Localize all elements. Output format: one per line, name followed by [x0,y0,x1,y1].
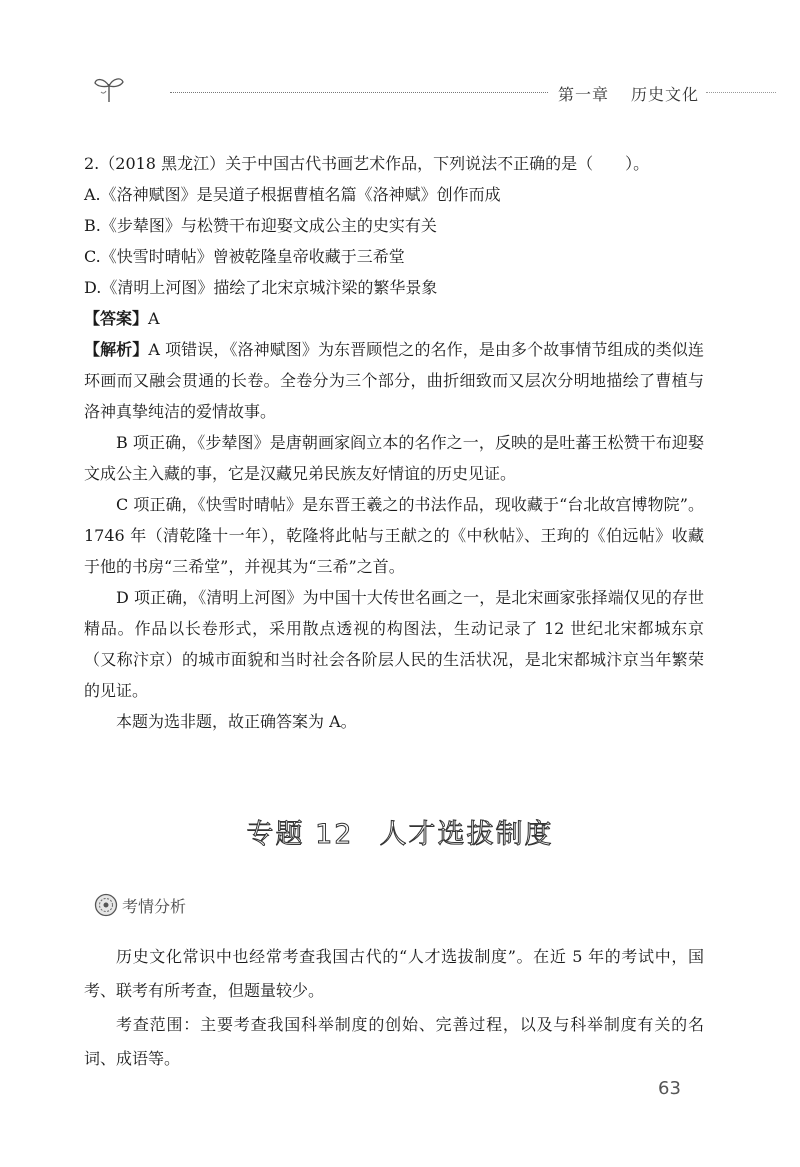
page-number: 63 [658,1078,681,1099]
option-b: B.《步辇图》与松赞干布迎娶文成公主的史实有关 [84,216,437,235]
analysis-heading [94,892,186,918]
intro-block [84,940,704,1076]
section-title [0,812,800,851]
option-a: A.《洛神赋图》是吴道子根据曹植名篇《洛神赋》创作而成 [84,185,501,204]
analysis-label: 考情分析 [122,896,187,916]
chapter-number: 第一章 [558,85,610,104]
analysis-badge-icon [94,893,118,917]
analysis-paragraph-d: D 项正确，《清明上河图》为中国十大传世名画之一，是北宋画家张择端仅见的存世精品。作品以长卷形式，采用散点透视的构图法，生动记录了 12 世纪北宋都城东京（又称汴京）的城市面貌和当时社会各阶层人民的生活状况，是北宋都城汴京当年繁荣的见证。 [84,588,704,700]
intro-scope-paragraph: 考查范围：主要考查我国科举制度的创始、完善过程，以及与科举制度有关的名词、成语等。 [84,1015,704,1068]
question-stem: 2.（2018 黑龙江）关于中国古代书画艺术作品，下列说法不正确的是（ ）。 [84,154,650,173]
page-header [0,70,800,110]
answer-line [84,303,704,334]
section-name: 人才选拔制度 [379,819,554,850]
analysis-first-text: A 项错误，《洛神赋图》为东晋顾恺之的名作，是由多个故事情节组成的类似连环画而又融会贯通的长卷。全卷分为三个部分，曲折细致而又层次分明地描绘了曹植与洛神真挚纯洁的爱情故事。 [84,340,704,421]
sprout-icon [92,74,126,104]
option-c: C.《快雪时晴帖》曾被乾隆皇帝收藏于三希堂 [84,247,405,266]
header-rule-right [706,92,776,93]
section-number: 专题 12 [246,819,354,850]
analysis-paragraph [84,334,704,427]
analysis-label: 【解析】 [84,340,149,359]
intro-paragraph: 历史文化常识中也经常考查我国古代的“人才选拔制度”。在近 5 年的考试中，国考、联考有所考查，但题量较少。 [84,947,704,1000]
chapter-title: 历史文化 [631,85,700,104]
answer-value: A [148,309,160,328]
option-d: D.《清明上河图》描绘了北宋京城汴梁的繁华景象 [84,278,438,297]
chapter-heading [558,82,699,105]
analysis-conclusion: 本题为选非题，故正确答案为 A。 [116,712,357,731]
analysis-paragraph-c: C 项正确，《快雪时晴帖》是东晋王羲之的书法作品，现收藏于“台北故宫博物院”。1746 年（清乾隆十一年），乾隆将此帖与王献之的《中秋帖》、王珣的《伯远帖》收藏于他的书房“三希堂”，并视其为“三希”之首。 [84,495,704,576]
question-block [84,148,704,737]
header-rule [170,92,548,93]
analysis-paragraph-b: B 项正确，《步辇图》是唐朝画家阎立本的名作之一，反映的是吐蕃王松赞干布迎娶文成公主入藏的事，它是汉藏兄弟民族友好情谊的历史见证。 [84,433,704,483]
answer-label: 【答案】 [84,309,149,328]
